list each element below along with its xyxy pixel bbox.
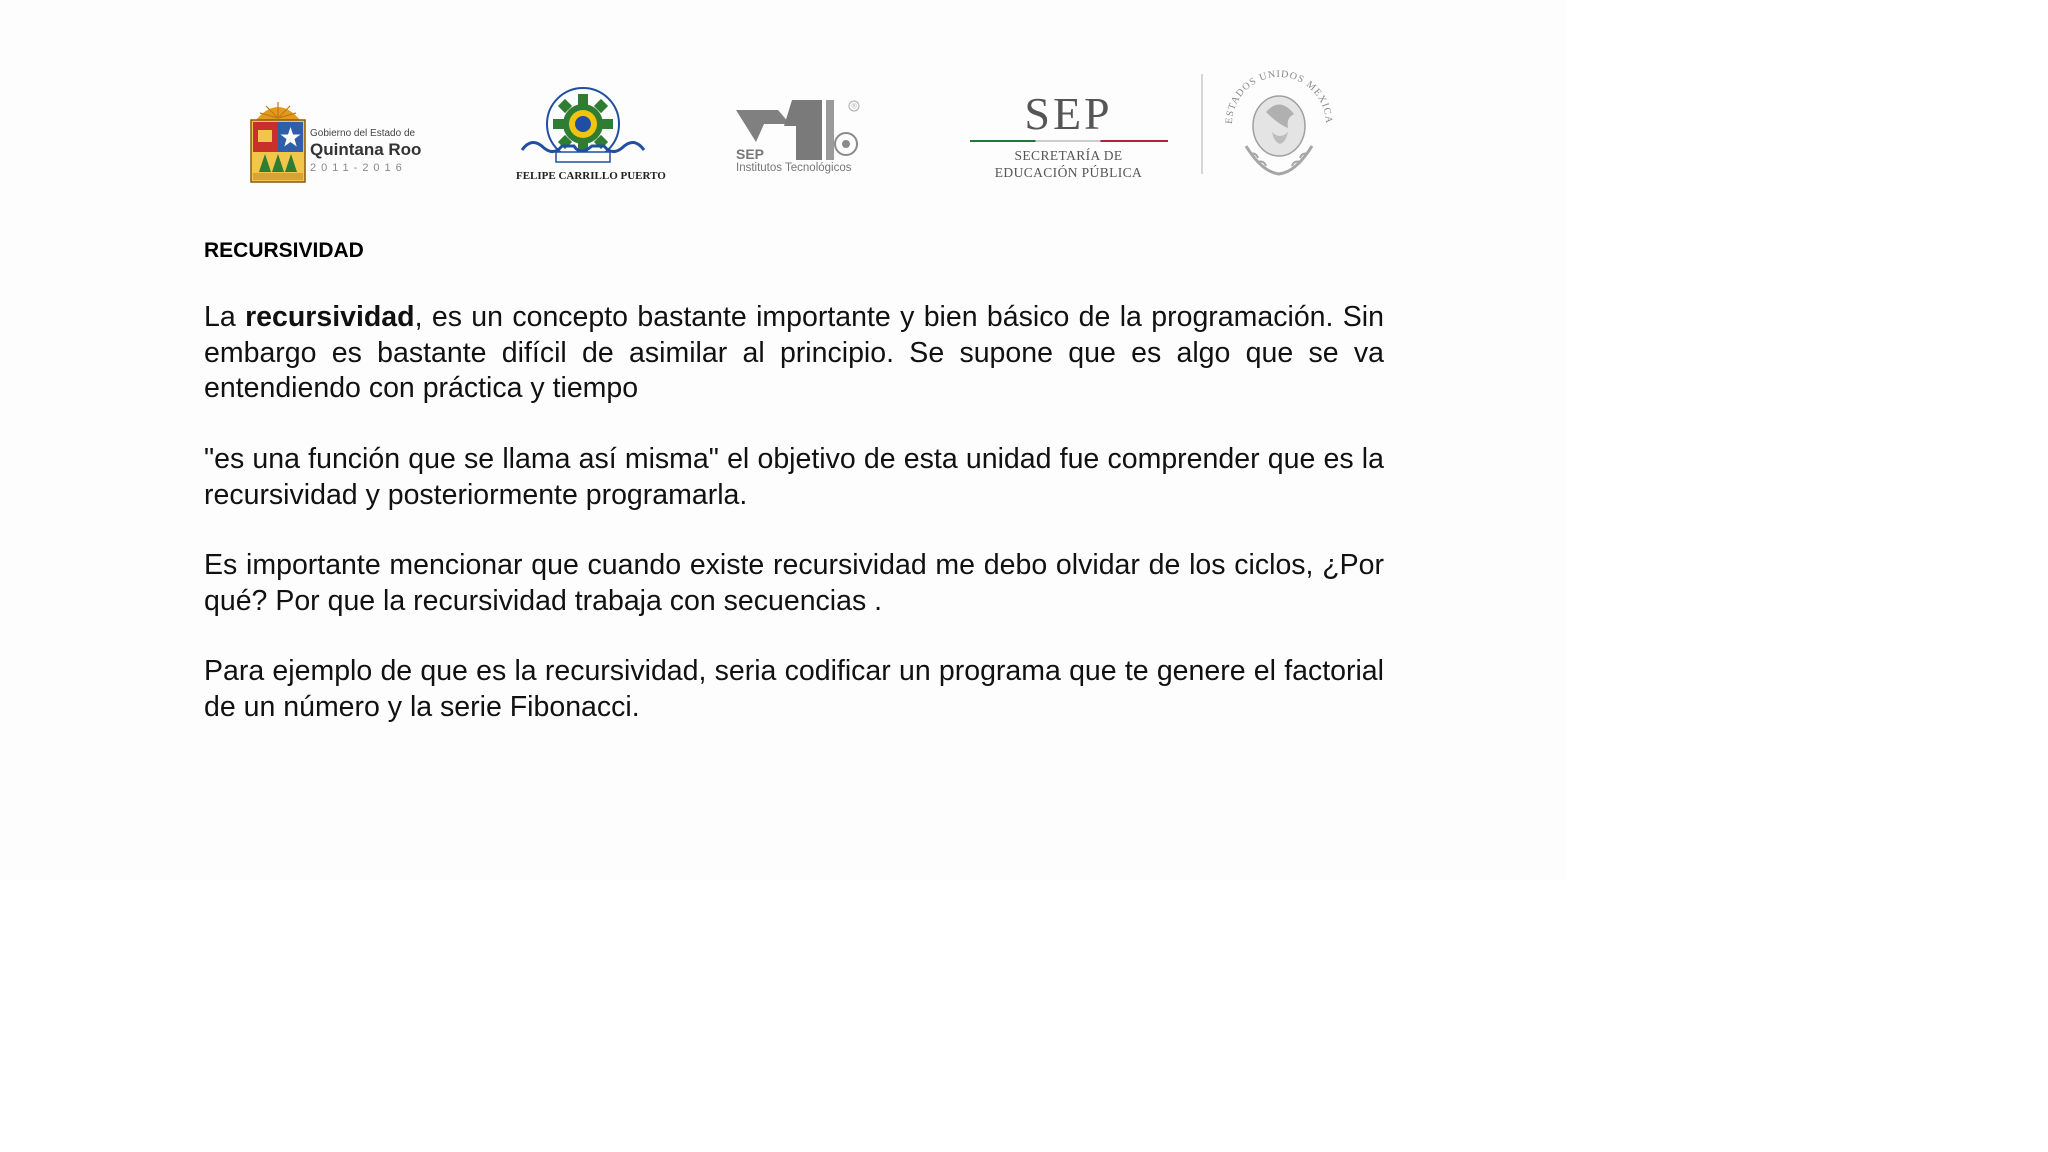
tecnm-sep-label: SEP bbox=[736, 146, 765, 162]
p1-text-end: , es un concepto bastante importante y bien básico de la programación. Sin embargo es bastante difícil de asimilar al principio. Se supone que es algo que se va entendiendo con práctica y tiempo bbox=[204, 301, 1384, 404]
gear-emblem-icon bbox=[516, 86, 650, 170]
seal-legend: ESTADOS UNIDOS MEXICA bbox=[1223, 68, 1335, 125]
paragraph-3: Es importante mencionar que cuando existe recursividad me debo olvidar de los ciclos, ¿Por qué? Por que la recursividad trabaja con secuencias . bbox=[204, 549, 1384, 617]
qroo-line2: Quintana Roo bbox=[310, 140, 422, 159]
registered-mark: ® bbox=[851, 103, 857, 111]
sep-tricolor-line bbox=[970, 140, 1168, 142]
sep-logo bbox=[966, 88, 1171, 188]
sep-line2: EDUCACIÓN PÚBLICA bbox=[994, 165, 1143, 180]
p1-text-start: La bbox=[204, 301, 246, 333]
tecnm-logo bbox=[734, 98, 874, 182]
sep-line1: SECRETARÍA DE bbox=[1014, 148, 1123, 163]
itfcp-logo bbox=[516, 86, 666, 188]
paragraph-1 bbox=[204, 300, 1384, 407]
national-seal-icon bbox=[1222, 62, 1336, 182]
paragraph-4: Para ejemplo de que es la recursividad, seria codificar un programa que te genere el factorial de un número y la serie Fibonacci. bbox=[204, 655, 1384, 723]
logo-divider bbox=[1201, 74, 1203, 174]
page-title: RECURSIVIDAD bbox=[204, 239, 364, 262]
paragraph-2: "es una función que se llama así misma" el objetivo de esta unidad fue comprender que es la recursividad y posteriormente programarla. bbox=[204, 443, 1384, 511]
quintana-roo-logo bbox=[248, 96, 428, 186]
itfcp-label: FELIPE CARRILLO PUERTO bbox=[516, 170, 666, 182]
tecnm-label: Institutos Tecnológicos bbox=[736, 162, 852, 174]
qroo-years: 2011-2016 bbox=[310, 162, 407, 174]
qroo-line1: Gobierno del Estado de bbox=[310, 128, 416, 139]
sep-title: SEP bbox=[1024, 88, 1113, 139]
p1-bold-term: recursividad bbox=[245, 301, 415, 333]
national-seal-logo bbox=[1222, 62, 1336, 182]
quintana-roo-shield-icon bbox=[248, 96, 308, 186]
